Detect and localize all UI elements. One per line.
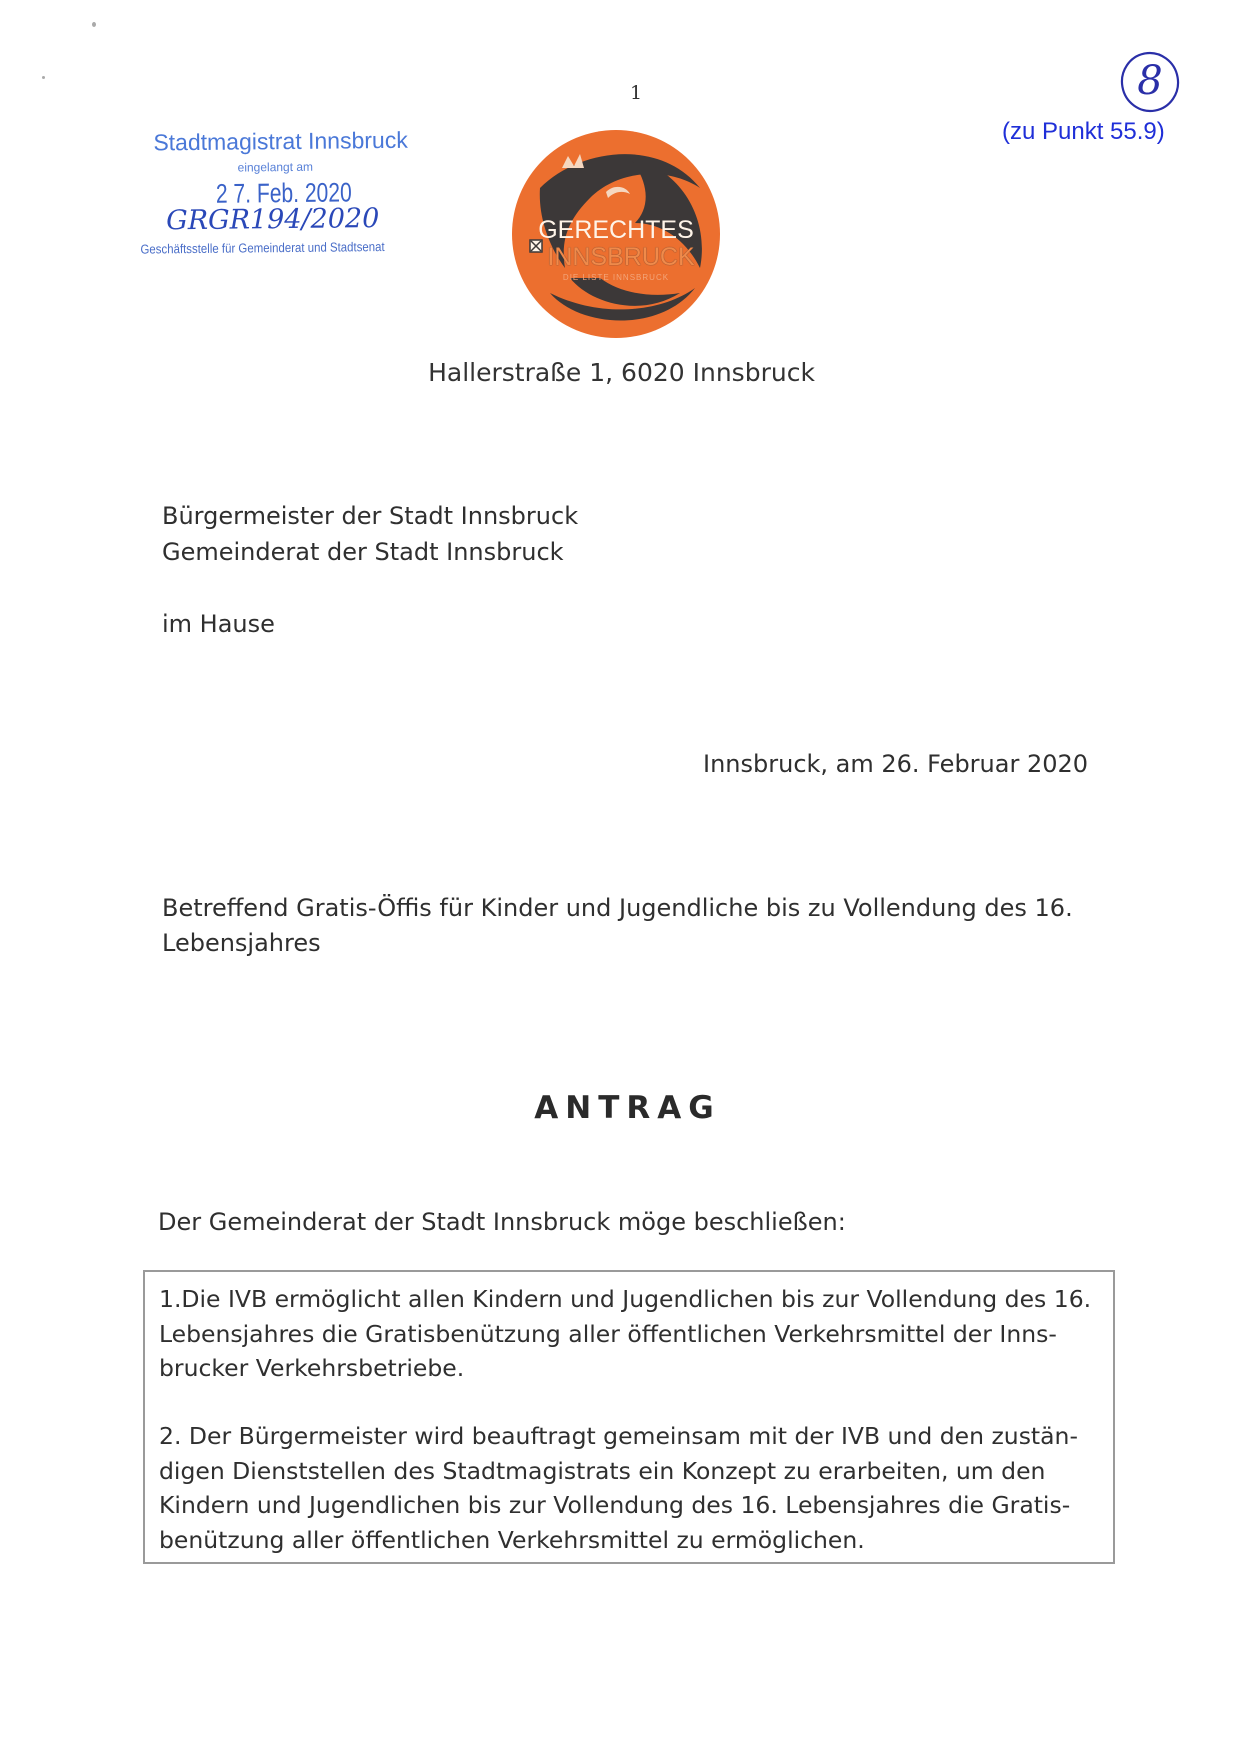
party-logo <box>510 128 722 340</box>
handwritten-page-mark <box>1118 48 1182 116</box>
scan-speck <box>42 76 45 79</box>
subject-line: Lebensjahres <box>162 929 321 957</box>
subject-line: Betreffend Gratis-Öffis für Kinder und Jugendliche bis zu Vollendung des 16. <box>162 894 1073 922</box>
place-and-date: Innsbruck, am 26. Februar 2020 <box>703 750 1089 778</box>
motion-box <box>143 1270 1115 1564</box>
stamp-reference-number: GRGR194/2020 <box>166 203 380 237</box>
motion-line: Kindern und Jugendlichen bis zur Vollendung des 16. Lebensjahres die Gratis- <box>159 1491 1071 1519</box>
motion-line: 2. Der Bürgermeister wird beauftragt gemeinsam mit der IVB und den zustän- <box>159 1422 1078 1450</box>
motion-line: digen Dienststellen des Stadtmagistrats ein Konzept zu erarbeiten, um den <box>159 1456 1046 1485</box>
handwritten-number: 8 <box>1137 58 1163 104</box>
motion-line: benützung aller öffentlichen Verkehrsmittel zu ermöglichen. <box>159 1525 865 1554</box>
motion-line: brucker Verkehrsbetriebe. <box>159 1354 465 1382</box>
received-stamp <box>139 126 441 279</box>
stamp-office: Stadtmagistrat Innsbruck <box>153 126 408 156</box>
recipient-mayor: Bürgermeister der Stadt Innsbruck <box>162 502 579 530</box>
motion-line: Lebensjahres die Gratisbenützung aller öffentlichen Verkehrsmittel der Inns- <box>159 1319 1057 1348</box>
motion-item <box>159 1419 1109 1557</box>
agenda-reference: (zu Punkt 55.9) <box>1002 118 1165 145</box>
recipient-location: im Hause <box>162 610 275 638</box>
sender-address: Hallerstraße 1, 6020 Innsbruck <box>428 358 815 387</box>
stamp-received-label: eingelangt am <box>237 159 314 175</box>
recipient-council: Gemeinderat der Stadt Innsbruck <box>162 538 564 566</box>
stamp-office-unit: Geschäftsstelle für Gemeinderat und Stadtsenat <box>140 239 385 257</box>
scan-speck <box>92 22 96 27</box>
logo-text-innsbruck: INNSBRUCK <box>547 243 695 271</box>
document-heading: ANTRAG <box>534 1090 721 1126</box>
logo-text-gerechtes: GERECHTES <box>538 216 694 244</box>
logo-text-tagline: DIE LISTE INNSBRUCK <box>562 273 670 282</box>
stamp-date: 2 7. Feb. 2020 <box>215 177 352 209</box>
page-number: 1 <box>630 82 643 104</box>
motion-line: 1.Die IVB ermöglicht allen Kindern und Jugendlichen bis zur Vollendung des 16. <box>159 1285 1092 1313</box>
resolution-intro: Der Gemeinderat der Stadt Innsbruck möge beschließen: <box>158 1208 846 1236</box>
motion-item <box>159 1282 1109 1386</box>
subject <box>162 891 1102 961</box>
